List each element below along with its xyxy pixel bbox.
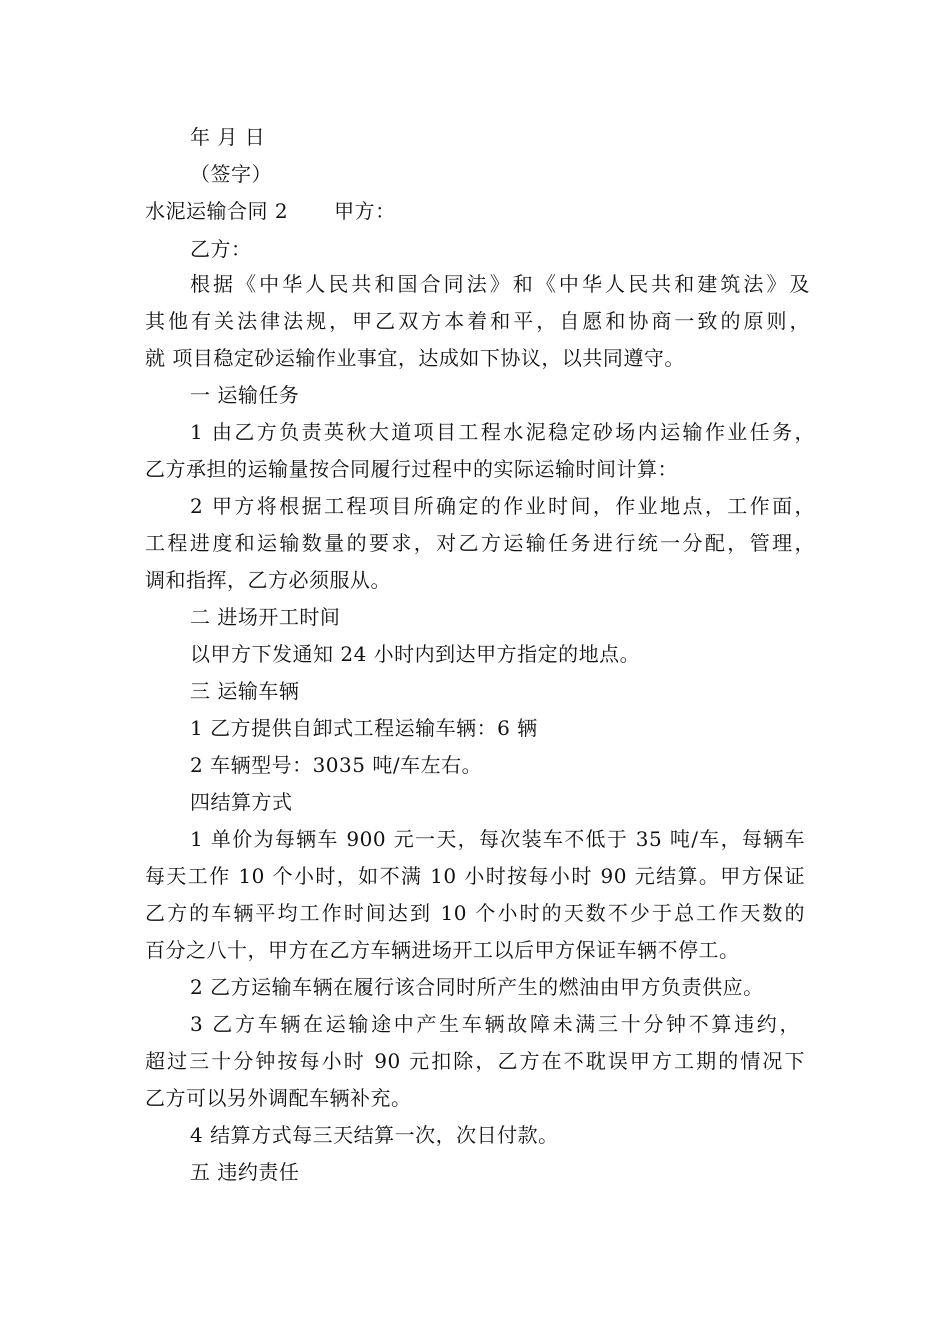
section-3-title: 三 运输车辆 xyxy=(190,679,300,703)
party-b-label: 乙方： xyxy=(190,237,252,261)
contract-title: 水泥运输合同 2 xyxy=(145,199,289,223)
s4-item1-line-2: 每天工作 10 个小时，如不满 10 小时按每小时 90 元结算。甲方保证 xyxy=(145,864,805,888)
s3-item1: 1 乙方提供自卸式工程运输车辆：6 辆 xyxy=(190,716,538,740)
section-4-title: 四结算方式 xyxy=(190,790,293,814)
s4-item3-line-2: 超过三十分钟按每小时 90 元扣除，乙方在不耽误甲方工期的情况下 xyxy=(145,1049,805,1073)
section-5-title: 五 违约责任 xyxy=(190,1160,300,1184)
s4-item1-line-1: 1 单价为每辆车 900 元一天，每次装车不低于 35 吨/车，每辆车 xyxy=(190,827,805,851)
section-2-title: 二 进场开工时间 xyxy=(190,605,341,629)
s4-item4: 4 结算方式每三天结算一次，次日付款。 xyxy=(190,1123,559,1147)
s1-item2-line-3: 调和指挥，乙方必须服从。 xyxy=(145,568,391,592)
date-line: 年 月 日 xyxy=(190,125,266,149)
s3-item2: 2 车辆型号：3035 吨/车左右。 xyxy=(190,753,483,777)
section-1-title: 一 运输任务 xyxy=(190,383,300,407)
s2-text: 以甲方下发通知 24 小时内到达甲方指定的地点。 xyxy=(190,642,641,666)
s4-item1-line-3: 乙方的车辆平均工作时间达到 10 个小时的天数不少于总工作天数的 xyxy=(145,901,805,925)
s4-item3-line-3: 乙方可以另外调配车辆补充。 xyxy=(145,1086,412,1110)
s1-item2-line-2: 工程进度和运输数量的要求，对乙方运输任务进行统一分配，管理， xyxy=(145,531,815,555)
s4-item2: 2 乙方运输车辆在履行该合同时所产生的燃油由甲方负责供应。 xyxy=(190,975,764,999)
signature-line: （签字） xyxy=(190,162,272,186)
intro-line-3: 就 项目稳定砂运输作业事宜，达成如下协议，以共同遵守。 xyxy=(145,346,685,370)
s4-item3-line-1: 3 乙方车辆在运输途中产生车辆故障未满三十分钟不算违约， xyxy=(190,1012,800,1036)
party-a-label: 甲方： xyxy=(334,199,396,223)
s1-item1-line-2: 乙方承担的运输量按合同履行过程中的实际运输时间计算： xyxy=(145,457,678,481)
intro-line-2: 其他有关法律法规，甲乙双方本着和平，自愿和协商一致的原则， xyxy=(145,309,810,333)
intro-line-1: 根据《中华人民共和国合同法》和《中华人民共和建筑法》及 xyxy=(190,272,810,296)
s1-item1-line-1: 1 由乙方负责英秋大道项目工程水泥稳定砂场内运输作业任务， xyxy=(190,420,815,444)
contract-heading xyxy=(145,198,396,224)
s4-item1-line-4: 百分之八十，甲方在乙方车辆进场开工以后甲方保证车辆不停工。 xyxy=(145,938,740,962)
s1-item2-line-1: 2 甲方将根据工程项目所确定的作业时间，作业地点，工作面， xyxy=(190,494,815,518)
